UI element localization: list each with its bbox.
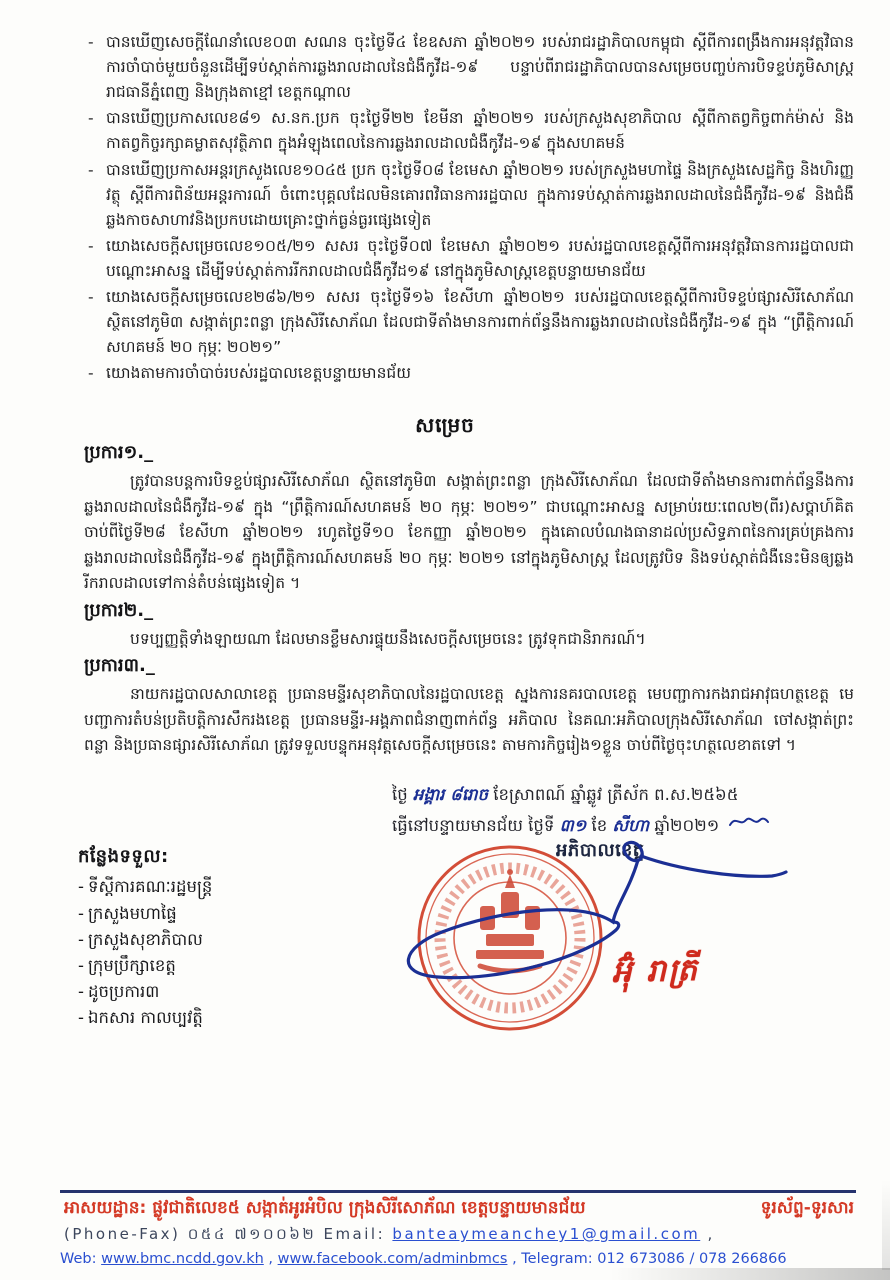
email-link[interactable]: banteaymeanchey1@gmail.com xyxy=(392,1225,701,1243)
cc-item: - ឯកសារ កាលប្បវត្តិ xyxy=(78,1005,378,1031)
gregorian-printed-mid: ខែ xyxy=(591,815,608,835)
letterhead-footer xyxy=(0,1190,890,1267)
cc-list xyxy=(78,843,378,1031)
telegram-label: Telegram: xyxy=(521,1251,593,1267)
decision-heading: សម្រេច xyxy=(415,413,475,437)
preamble-bullet-list xyxy=(86,30,854,388)
preamble-bullet: - បានឃើញប្រកាសអន្តរក្រសួងលេខ១០៤៥ ប្រក ចុះថ្ងៃទី០៨ ខែមេសា ឆ្នាំ២០២១ របស់ក្រសួងមហាផ្ទៃ និងក្រសួងសេដ្ឋកិច្ច និងហិរញ្ញវត្ថុ ស្តីពីការពិន័យអន្តរការណ៍ ចំពោះបុគ្គលដែលមិនគោរពវិធានការរដ្ឋបាល ក្នុងការទប់ស្កាត់ការឆ្លងរាលដាលនៃជំងឺកូវីដ-១៩ និងជំងឺឆ្លងកាចសាហាវនិងប្រកបដោយគ្រោះថ្នាក់ធ្ងន់ធ្ងរផ្សេងទៀត xyxy=(86,158,854,233)
footer-web-line xyxy=(0,1247,890,1267)
preamble-bullet: - បានឃើញសេចក្តីណែនាំលេខ០៣ សណន ចុះថ្ងៃទី៤ ខែឧសភា ឆ្នាំ២០២១ របស់រាជរដ្ឋាភិបាលកម្ពុជា ស្តីពីការពង្រឹងការអនុវត្តវិធានការចាំបាច់មួយចំនួនដើម្បីទប់ស្កាត់ការឆ្លងរាលដាលនៃជំងឺកូវីដ-១៩ បន្ទាប់ពីរាជរដ្ឋាភិបាលបានសម្រេចបញ្ចប់ការបិទខ្ទប់ភូមិសាស្រ្តរាជធានីភ្នំពេញ និងក្រុងតាខ្មៅ ខេត្តកណ្តាល xyxy=(86,30,854,105)
footer-phone-line xyxy=(0,1222,890,1247)
gregorian-date-line xyxy=(392,811,842,842)
lunar-date-printed-prefix: ថ្ងៃ xyxy=(392,785,408,804)
cc-item: - ទីស្តីការគណៈរដ្ឋមន្រ្តី xyxy=(78,874,378,900)
lunar-date-printed-rest: ខែស្រាពណ៍ ឆ្នាំឆ្លូវ ត្រីស័ក ព.ស.២៥៦៥ xyxy=(493,785,739,804)
footer-address-line xyxy=(0,1196,890,1222)
cc-item: - ដូចប្រការ៣ xyxy=(78,979,378,1005)
article-3-label: ប្រការ៣._ xyxy=(84,655,155,676)
article-1-body: ត្រូវបានបន្តការបិទខ្ទប់ផ្សារសិរីសោភ័ណ ស្ថិតនៅភូមិ៣ សង្កាត់ព្រះពន្លា ក្រុងសិរីសោភ័ណ ដែលជាទីតាំងមានការពាក់ព័ន្ធនឹងការឆ្លងរាលដាលនៃជំងឺកូវីដ-១៩ ក្នុង “ព្រឹត្តិការណ៍សហគមន៍ ២០ កុម្ភៈ ២០២១” ជាបណ្តោះអាសន្ន សម្រាប់រយៈពេល២(ពីរ)សប្តាហ៍គិតចាប់ពីថ្ងៃទី២៨ ខែសីហា ឆ្នាំ២០២១ រហូតថ្ងៃទី១០ ខែកញ្ញា ឆ្នាំ២០២១ ក្នុងគោលបំណងធានាដល់ប្រសិទ្ធភាពនៃការគ្រប់គ្រងការឆ្លងរាលដាលនៃជំងឺកូវីដ-១៩ ក្នុងព្រឹត្តិការណ៍សហគមន៍ ២០ កុម្ភៈ ២០២១ នៅក្នុងភូមិសាស្រ្ត ដែលត្រូវបិទ និងទប់ស្កាត់ជំងឺនេះមិនឲ្យឆ្លងរីករាលដាលទៅកាន់តំបន់ផ្សេងទៀត ។ xyxy=(84,472,854,593)
handwritten-initials-icon xyxy=(728,811,770,842)
footer-address: អាសយដ្ឋាន: ផ្លូវជាតិលេខ៥ សង្កាត់អូរអំបិល ក្រុងសិរីសោភ័ណ ខេត្តបន្ទាយមានជ័យ xyxy=(64,1198,586,1218)
gregorian-handwritten-month: សីហា xyxy=(612,815,650,835)
footer-separator: , xyxy=(268,1251,273,1267)
preamble-bullet: - បានឃើញប្រកាសលេខ៨១ ស.នក.ប្រក ចុះថ្ងៃទី២២ ខែមីនា ឆ្នាំ២០២១ របស់ក្រសួងសុខាភិបាល ស្តីពីកាតព្វកិច្ចពាក់ម៉ាស់ និងកាតព្វកិច្ចរក្សាគម្លាតសុវត្ថិភាព ក្នុងអំឡុងពេលនៃការឆ្លងរាលដាលជំងឺកូវីដ-១៩ ក្នុងសហគមន៍ xyxy=(86,106,854,156)
article-2-body: បទប្បញ្ញត្តិទាំងឡាយណា ដែលមានខ្លឹមសារផ្ទុយនឹងសេចក្តីសម្រេចនេះ ត្រូវទុកជានិរាករណ៍។ xyxy=(130,630,646,648)
footer-address-tail: ទូរស័ព្ទ-ទូរសារ xyxy=(760,1198,854,1218)
preamble-bullet: - យោងសេចក្តីសម្រេចលេខ២៨៦/២១ សសរ ចុះថ្ងៃទី១៦ ខែសីហា ឆ្នាំ២០២១ របស់រដ្ឋបាលខេត្តស្តីពីការបិទខ្ទប់ផ្សារសិរីសោភ័ណ ស្ថិតនៅភូមិ៣ សង្កាត់ព្រះពន្លា ក្រុងសិរីសោភ័ណ ដែលជាទីតាំងមានការពាក់ព័ន្ធនឹងការឆ្លងរាលដាលនៃជំងឺកូវីដ-១៩ ក្នុង “ព្រឹត្តិការណ៍ សហគមន៍ ២០ កុម្ភៈ ២០២១” xyxy=(86,285,854,360)
phone-fax-label: (Phone-Fax) xyxy=(64,1225,181,1243)
footer-separator: , xyxy=(512,1251,517,1267)
article-2 xyxy=(84,598,854,653)
royal-arms-seal-icon xyxy=(419,847,601,1029)
cc-item: - ក្រសួងមហាផ្ទៃ xyxy=(78,901,378,927)
article-1 xyxy=(84,440,854,597)
lunar-date-line xyxy=(392,780,842,811)
telegram-numbers: 012 673086 / 078 266866 xyxy=(597,1251,787,1267)
gregorian-handwritten-day: ៣១ xyxy=(559,815,587,835)
article-1-label: ប្រការ១._ xyxy=(84,442,154,463)
cc-item: - ក្រុមប្រឹក្សាខេត្ត xyxy=(78,953,378,979)
article-2-label: ប្រការ២._ xyxy=(84,600,154,621)
cc-item: - ក្រសួងសុខាភិបាល xyxy=(78,927,378,953)
article-3-body: នាយករដ្ឋបាលសាលាខេត្ត ប្រធានមន្ទីរសុខាភិបាលនៃរដ្ឋបាលខេត្ត ស្នងការនគរបាលខេត្ត មេបញ្ជាការកងរាជអាវុធហត្ថខេត្ត មេបញ្ជាការតំបន់ប្រតិបត្តិការសឹករងខេត្ត ប្រធានមន្ទីរ-អង្គភាពជំនាញពាក់ព័ន្ធ អភិបាល នៃគណៈអភិបាលក្រុងសិរីសោភ័ណ ចៅសង្កាត់ព្រះពន្លា និងប្រធានផ្សារសិរីសោភ័ណ ត្រូវទទួលបន្ទុកអនុវត្តសេចក្តីសម្រេចនេះ តាមការកិច្ចរៀង១ខ្លួន ចាប់ពីថ្ងៃចុះហត្ថលេខាតទៅ ។ xyxy=(84,685,854,755)
cc-header: កន្លែងទទួល: xyxy=(78,846,169,867)
article-3 xyxy=(84,653,854,759)
scan-shadow xyxy=(610,1268,890,1280)
footer-comma: , xyxy=(707,1225,715,1243)
gregorian-printed-prefix: ធ្វើនៅបន្ទាយមានជ័យ ថ្ងៃទី xyxy=(392,815,555,835)
web-label: Web: xyxy=(60,1251,97,1267)
scan-shadow-right xyxy=(882,1180,890,1270)
facebook-link[interactable]: www.facebook.com/adminbmcs xyxy=(277,1251,508,1267)
website-link[interactable]: www.bmc.ncdd.gov.kh xyxy=(101,1251,264,1267)
date-block xyxy=(392,780,842,841)
signer-name: អ៊ុំ រាត្រី xyxy=(611,951,700,991)
phone-fax-number: ០៥៤ ៧១០០៦២ xyxy=(187,1225,317,1243)
email-label: Email: xyxy=(323,1225,386,1243)
preamble-bullet: - យោងសេចក្តីសម្រេចលេខ១០៥/២១ សសរ ចុះថ្ងៃទី០៧ ខែមេសា ឆ្នាំ២០២១ របស់រដ្ឋបាលខេត្តស្តីពីការអនុវត្តវិធានការរដ្ឋបាលជាបណ្តោះអាសន្ន ដើម្បីទប់ស្កាត់ការរីករាលដាលជំងឺកូវីដ១៩ នៅក្នុងភូមិសាស្រ្តខេត្តបន្ទាយមានជ័យ xyxy=(86,234,854,284)
footer-divider xyxy=(60,1190,856,1193)
gregorian-printed-year: ឆ្នាំ២០២១ xyxy=(654,815,720,835)
lunar-date-handwritten: អង្គារ ៨រោច xyxy=(412,785,489,804)
preamble-bullet: - យោងតាមការចាំបាច់របស់រដ្ឋបាលខេត្តបន្ទាយមានជ័យ xyxy=(86,361,854,386)
signer-title: អភិបាលខេត្ត xyxy=(556,840,645,861)
